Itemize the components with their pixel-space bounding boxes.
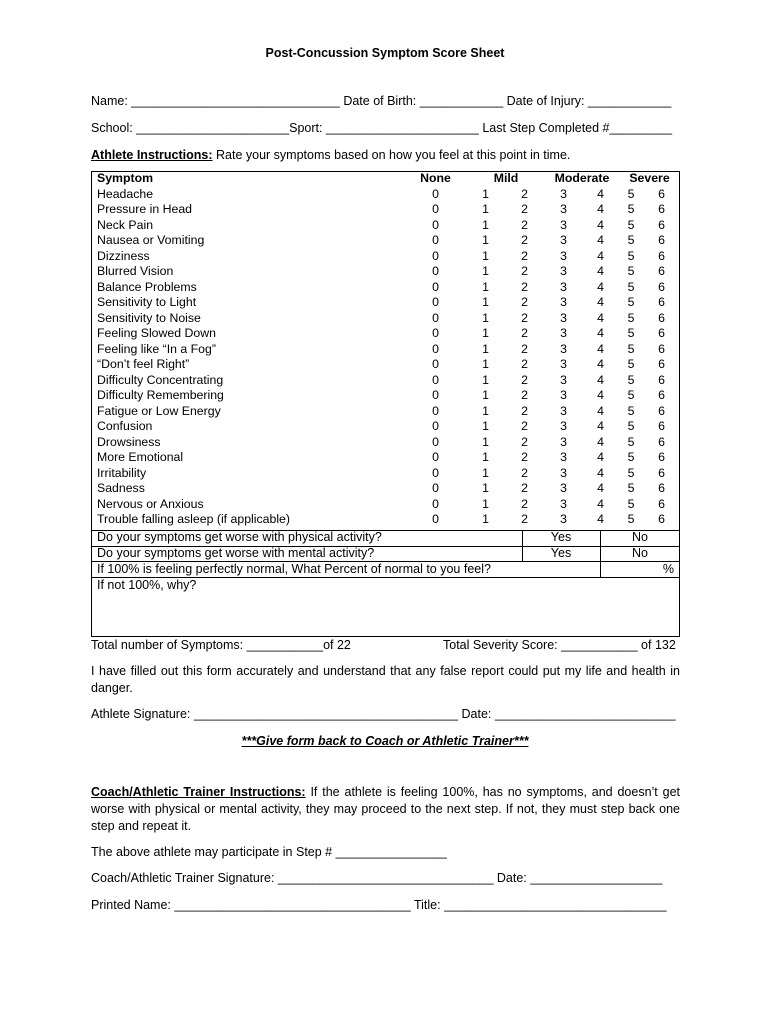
score-option[interactable]: 0 bbox=[432, 419, 439, 433]
table-row bbox=[91, 218, 680, 234]
score-option[interactable]: 4 bbox=[597, 372, 604, 387]
divider bbox=[91, 561, 680, 562]
score-option[interactable]: 2 bbox=[521, 310, 528, 325]
score-option[interactable]: 4 bbox=[597, 279, 604, 294]
score-option[interactable]: 5 bbox=[627, 186, 635, 201]
score-option[interactable]: 1 bbox=[482, 248, 489, 263]
table-row bbox=[91, 466, 680, 482]
question-percent: If 100% is feeling perfectly normal, What Percent of normal to you feel? bbox=[97, 562, 491, 576]
score-option[interactable]: 6 bbox=[658, 217, 665, 232]
score-option[interactable]: 5 bbox=[627, 419, 635, 433]
divider bbox=[600, 530, 601, 577]
score-option[interactable]: 0 bbox=[432, 450, 439, 464]
symptom-name: Difficulty Remembering bbox=[97, 388, 224, 402]
score-option[interactable]: 1 bbox=[482, 465, 489, 480]
score-option[interactable]: 3 bbox=[560, 465, 567, 480]
mental-no[interactable]: No bbox=[632, 546, 648, 560]
score-option[interactable]: 2 bbox=[521, 217, 528, 232]
score-option[interactable]: 1 bbox=[482, 217, 489, 232]
score-option[interactable]: 0 bbox=[432, 202, 439, 216]
symptom-name: Trouble falling asleep (if applicable) bbox=[97, 512, 290, 526]
symptom-name: Irritability bbox=[97, 465, 147, 480]
score-option[interactable]: 6 bbox=[658, 264, 665, 278]
table-row bbox=[91, 404, 680, 420]
score-option[interactable]: 0 bbox=[432, 279, 439, 294]
score-option[interactable]: 4 bbox=[597, 450, 604, 464]
score-option[interactable]: 2 bbox=[521, 341, 528, 356]
score-option[interactable]: 1 bbox=[482, 372, 489, 387]
score-option[interactable]: 1 bbox=[482, 233, 489, 247]
score-option[interactable]: 2 bbox=[521, 326, 528, 340]
score-option[interactable]: 5 bbox=[627, 481, 635, 495]
header-moderate: Moderate bbox=[554, 171, 610, 185]
score-option[interactable]: 2 bbox=[521, 202, 528, 216]
divider bbox=[91, 530, 680, 531]
mental-yes[interactable]: Yes bbox=[550, 546, 572, 560]
score-option[interactable]: 2 bbox=[521, 248, 528, 263]
score-option[interactable]: 5 bbox=[627, 202, 635, 216]
score-option[interactable]: 1 bbox=[482, 512, 489, 526]
score-option[interactable]: 2 bbox=[521, 496, 528, 511]
divider bbox=[91, 577, 680, 578]
score-option[interactable]: 5 bbox=[627, 450, 635, 464]
table-row bbox=[91, 326, 680, 342]
score-option[interactable]: 4 bbox=[597, 341, 604, 356]
score-option[interactable]: 1 bbox=[482, 403, 489, 418]
score-option[interactable]: 3 bbox=[560, 341, 567, 356]
score-option[interactable]: 0 bbox=[432, 186, 439, 201]
total-symptoms-line[interactable]: Total number of Symptoms: ___________of 22 bbox=[91, 638, 351, 652]
score-option[interactable]: 5 bbox=[627, 264, 635, 278]
symptom-name: Sensitivity to Noise bbox=[97, 310, 201, 325]
score-option[interactable]: 0 bbox=[432, 217, 439, 232]
score-option[interactable]: 5 bbox=[627, 357, 635, 371]
page-title: Post-Concussion Symptom Score Sheet bbox=[265, 46, 505, 60]
table-row bbox=[91, 357, 680, 373]
score-option[interactable]: 3 bbox=[560, 279, 567, 294]
score-option[interactable]: 5 bbox=[627, 465, 635, 480]
score-option[interactable]: 3 bbox=[560, 295, 567, 309]
symptom-name: Dizziness bbox=[97, 248, 150, 263]
question-why[interactable]: If not 100%, why? bbox=[97, 578, 197, 592]
score-option[interactable]: 4 bbox=[597, 310, 604, 325]
percent-sign[interactable]: % bbox=[662, 562, 674, 576]
score-option[interactable]: 1 bbox=[482, 481, 489, 495]
score-option[interactable]: 1 bbox=[482, 388, 489, 402]
table-row bbox=[91, 388, 680, 404]
header-severe: Severe bbox=[629, 171, 670, 185]
symptom-name: Neck Pain bbox=[97, 217, 154, 232]
table-row bbox=[91, 512, 680, 528]
symptom-name: Confusion bbox=[97, 419, 153, 433]
score-option[interactable]: 1 bbox=[482, 326, 489, 340]
score-option[interactable]: 3 bbox=[560, 372, 567, 387]
score-option[interactable]: 2 bbox=[521, 357, 528, 371]
score-option[interactable]: 4 bbox=[597, 388, 604, 402]
score-option[interactable]: 5 bbox=[627, 217, 635, 232]
score-option[interactable]: 0 bbox=[432, 295, 439, 309]
score-option[interactable]: 4 bbox=[597, 496, 604, 511]
score-option[interactable]: 4 bbox=[597, 248, 604, 263]
score-option[interactable]: 1 bbox=[482, 186, 489, 201]
give-back-note: ***Give form back to Coach or Athletic Trainer*** bbox=[241, 734, 529, 748]
header-symptom: Symptom bbox=[97, 171, 154, 185]
table-row bbox=[91, 295, 680, 311]
score-option[interactable]: 3 bbox=[560, 481, 567, 495]
symptom-name: Sadness bbox=[97, 481, 145, 495]
score-option[interactable]: 4 bbox=[597, 217, 604, 232]
symptom-name: More Emotional bbox=[97, 450, 184, 464]
name-dob-injury-line[interactable]: Name: ______________________________ Date of Birth: ____________ Date of Injury: ____________ bbox=[91, 94, 672, 108]
score-option[interactable]: 4 bbox=[597, 264, 604, 278]
score-option[interactable]: 2 bbox=[521, 419, 528, 433]
score-option[interactable]: 5 bbox=[627, 295, 635, 309]
table-row bbox=[91, 497, 680, 513]
score-option[interactable]: 0 bbox=[432, 357, 439, 371]
score-option[interactable]: 4 bbox=[597, 357, 604, 371]
score-option[interactable]: 3 bbox=[560, 450, 567, 464]
divider bbox=[91, 546, 680, 547]
score-option[interactable]: 0 bbox=[432, 388, 439, 402]
table-row bbox=[91, 373, 680, 389]
header-none: None bbox=[420, 171, 451, 185]
table-row bbox=[91, 202, 680, 218]
coach-instructions bbox=[91, 784, 680, 835]
symptom-name: Blurred Vision bbox=[97, 264, 174, 278]
table-row bbox=[91, 435, 680, 451]
score-option[interactable]: 6 bbox=[658, 496, 665, 511]
score-option[interactable]: 4 bbox=[597, 295, 604, 309]
table-header-row bbox=[91, 171, 680, 187]
score-option[interactable]: 6 bbox=[658, 248, 665, 263]
question-mental: Do your symptoms get worse with mental activity? bbox=[97, 546, 375, 560]
table-row bbox=[91, 264, 680, 280]
score-option[interactable]: 5 bbox=[627, 233, 635, 247]
score-option[interactable]: 2 bbox=[521, 465, 528, 480]
coach-instructions-text: If the athlete is feeling 100%, has no symptoms, and doesn’t get worse with physical or mental activity, they may proceed to the next step. If not, they must step back one step and repeat it. bbox=[91, 785, 681, 833]
score-option[interactable]: 6 bbox=[658, 233, 665, 247]
score-option[interactable]: 0 bbox=[432, 341, 439, 356]
score-option[interactable]: 3 bbox=[560, 248, 567, 263]
score-option[interactable]: 1 bbox=[482, 295, 489, 309]
score-option[interactable]: 6 bbox=[658, 419, 665, 433]
symptom-name: Feeling like “In a Fog” bbox=[97, 341, 216, 356]
score-option[interactable]: 2 bbox=[521, 388, 528, 402]
score-option[interactable]: 1 bbox=[482, 450, 489, 464]
score-option[interactable]: 5 bbox=[627, 279, 635, 294]
score-option[interactable]: 1 bbox=[482, 310, 489, 325]
score-option[interactable]: 3 bbox=[560, 434, 567, 449]
score-option[interactable]: 3 bbox=[560, 217, 567, 232]
symptom-name: Nervous or Anxious bbox=[97, 496, 204, 511]
symptom-name: Nausea or Vomiting bbox=[97, 233, 205, 247]
score-option[interactable]: 2 bbox=[521, 450, 528, 464]
score-option[interactable]: 1 bbox=[482, 357, 489, 371]
symptom-name: Headache bbox=[97, 186, 154, 201]
score-option[interactable]: 0 bbox=[432, 512, 439, 526]
symptom-name: “Don’t feel Right” bbox=[97, 357, 190, 371]
score-option[interactable]: 1 bbox=[482, 202, 489, 216]
score-option[interactable]: 5 bbox=[627, 341, 635, 356]
table-row bbox=[91, 419, 680, 435]
score-option[interactable]: 2 bbox=[521, 372, 528, 387]
score-option[interactable]: 4 bbox=[597, 481, 604, 495]
score-option[interactable]: 1 bbox=[482, 419, 489, 433]
score-option[interactable]: 1 bbox=[482, 264, 489, 278]
question-physical: Do your symptoms get worse with physical activity? bbox=[97, 530, 382, 544]
score-option[interactable]: 0 bbox=[432, 326, 439, 340]
score-option[interactable]: 3 bbox=[560, 388, 567, 402]
score-option[interactable]: 0 bbox=[432, 403, 439, 418]
score-option[interactable]: 6 bbox=[658, 326, 665, 340]
table-row bbox=[91, 481, 680, 497]
score-option[interactable]: 5 bbox=[627, 310, 635, 325]
score-option[interactable]: 4 bbox=[597, 186, 604, 201]
symptom-table bbox=[91, 171, 680, 528]
symptom-name: Pressure in Head bbox=[97, 202, 193, 216]
score-option[interactable]: 4 bbox=[597, 202, 604, 216]
score-option[interactable]: 2 bbox=[521, 512, 528, 526]
score-option[interactable]: 5 bbox=[627, 403, 635, 418]
score-option[interactable]: 5 bbox=[627, 372, 635, 387]
score-option[interactable]: 3 bbox=[560, 326, 567, 340]
score-option[interactable]: 0 bbox=[432, 434, 439, 449]
table-row bbox=[91, 187, 680, 203]
score-option[interactable]: 6 bbox=[658, 512, 665, 526]
score-option[interactable]: 1 bbox=[482, 341, 489, 356]
score-option[interactable]: 6 bbox=[658, 202, 665, 216]
table-row bbox=[91, 249, 680, 265]
participate-line[interactable]: The above athlete may participate in Step # ________________ bbox=[91, 845, 447, 859]
athlete-instructions-label: Athlete Instructions: bbox=[91, 148, 213, 162]
score-option[interactable]: 0 bbox=[432, 310, 439, 325]
score-option[interactable]: 5 bbox=[627, 512, 635, 526]
score-option[interactable]: 6 bbox=[658, 279, 665, 294]
score-option[interactable]: 4 bbox=[597, 403, 604, 418]
score-option[interactable]: 4 bbox=[597, 419, 604, 433]
score-option[interactable]: 0 bbox=[432, 248, 439, 263]
score-option[interactable]: 3 bbox=[560, 419, 567, 433]
score-option[interactable]: 3 bbox=[560, 202, 567, 216]
header-mild: Mild bbox=[493, 171, 519, 185]
score-option[interactable]: 3 bbox=[560, 264, 567, 278]
score-option[interactable]: 2 bbox=[521, 403, 528, 418]
total-severity-line[interactable]: Total Severity Score: ___________ of 132 bbox=[443, 638, 676, 652]
symptom-name: Drowsiness bbox=[97, 434, 161, 449]
declaration: I have filled out this form accurately and understand that any false report could put my life and health in danger. bbox=[91, 664, 680, 695]
table-row bbox=[91, 280, 680, 296]
score-option[interactable]: 4 bbox=[597, 233, 604, 247]
score-option[interactable]: 3 bbox=[560, 357, 567, 371]
physical-no[interactable]: No bbox=[632, 530, 648, 544]
coach-signature-line[interactable]: Coach/Athletic Trainer Signature: _______________________________ Date: ___________________ bbox=[91, 871, 663, 885]
score-option[interactable]: 0 bbox=[432, 465, 439, 480]
score-option[interactable]: 3 bbox=[560, 310, 567, 325]
table-row bbox=[91, 342, 680, 358]
score-option[interactable]: 2 bbox=[521, 279, 528, 294]
symptom-name: Difficulty Concentrating bbox=[97, 372, 224, 387]
score-option[interactable]: 3 bbox=[560, 233, 567, 247]
symptom-name: Feeling Slowed Down bbox=[97, 326, 216, 340]
score-option[interactable]: 0 bbox=[432, 481, 439, 495]
score-option[interactable]: 5 bbox=[627, 434, 635, 449]
score-option[interactable]: 6 bbox=[658, 465, 665, 480]
symptom-name: Fatigue or Low Energy bbox=[97, 403, 221, 418]
score-option[interactable]: 1 bbox=[482, 434, 489, 449]
symptom-name: Sensitivity to Light bbox=[97, 295, 197, 309]
score-option[interactable]: 2 bbox=[521, 295, 528, 309]
score-option[interactable]: 4 bbox=[597, 434, 604, 449]
athlete-signature-line[interactable]: Athlete Signature: ______________________________________ Date: __________________________ bbox=[91, 707, 676, 721]
printed-name-line[interactable]: Printed Name: __________________________________ Title: ________________________________ bbox=[91, 898, 667, 912]
score-option[interactable]: 6 bbox=[658, 372, 665, 387]
table-row bbox=[91, 311, 680, 327]
symptom-name: Balance Problems bbox=[97, 279, 197, 294]
divider bbox=[522, 530, 523, 561]
score-option[interactable]: 6 bbox=[658, 434, 665, 449]
score-option[interactable]: 0 bbox=[432, 264, 439, 278]
score-option[interactable]: 4 bbox=[597, 465, 604, 480]
score-option[interactable]: 0 bbox=[432, 233, 439, 247]
score-option[interactable]: 3 bbox=[560, 512, 567, 526]
score-option[interactable]: 2 bbox=[521, 186, 528, 201]
score-option[interactable]: 6 bbox=[658, 341, 665, 356]
score-option[interactable]: 3 bbox=[560, 403, 567, 418]
score-option[interactable]: 1 bbox=[482, 279, 489, 294]
table-row bbox=[91, 233, 680, 249]
score-option[interactable]: 3 bbox=[560, 496, 567, 511]
score-option[interactable]: 6 bbox=[658, 186, 665, 201]
score-option[interactable]: 2 bbox=[521, 264, 528, 278]
score-option[interactable]: 5 bbox=[627, 496, 635, 511]
score-option[interactable]: 5 bbox=[627, 388, 635, 402]
score-option[interactable]: 6 bbox=[658, 450, 665, 464]
score-option[interactable]: 6 bbox=[658, 295, 665, 309]
table-row bbox=[91, 450, 680, 466]
score-option[interactable]: 3 bbox=[560, 186, 567, 201]
score-option[interactable]: 1 bbox=[482, 496, 489, 511]
score-option[interactable]: 6 bbox=[658, 481, 665, 495]
score-option[interactable]: 2 bbox=[521, 481, 528, 495]
score-option[interactable]: 2 bbox=[521, 434, 528, 449]
score-option[interactable]: 5 bbox=[627, 326, 635, 340]
score-option[interactable]: 0 bbox=[432, 496, 439, 511]
score-option[interactable]: 6 bbox=[658, 310, 665, 325]
physical-yes[interactable]: Yes bbox=[550, 530, 572, 544]
score-option[interactable]: 0 bbox=[432, 372, 439, 387]
athlete-instructions-text: Rate your symptoms based on how you feel at this point in time. bbox=[212, 148, 571, 162]
score-option[interactable]: 6 bbox=[658, 403, 665, 418]
score-option[interactable]: 4 bbox=[597, 326, 604, 340]
score-option[interactable]: 4 bbox=[597, 512, 604, 526]
score-option[interactable]: 5 bbox=[627, 248, 635, 263]
school-sport-step-line[interactable]: School: ______________________Sport: ______________________ Last Step Completed #_________ bbox=[91, 121, 673, 135]
coach-instructions-label: Coach/Athletic Trainer Instructions: bbox=[91, 785, 306, 799]
athlete-instructions bbox=[91, 148, 570, 162]
score-option[interactable]: 6 bbox=[658, 388, 665, 402]
score-option[interactable]: 2 bbox=[521, 233, 528, 247]
score-option[interactable]: 6 bbox=[658, 357, 665, 371]
